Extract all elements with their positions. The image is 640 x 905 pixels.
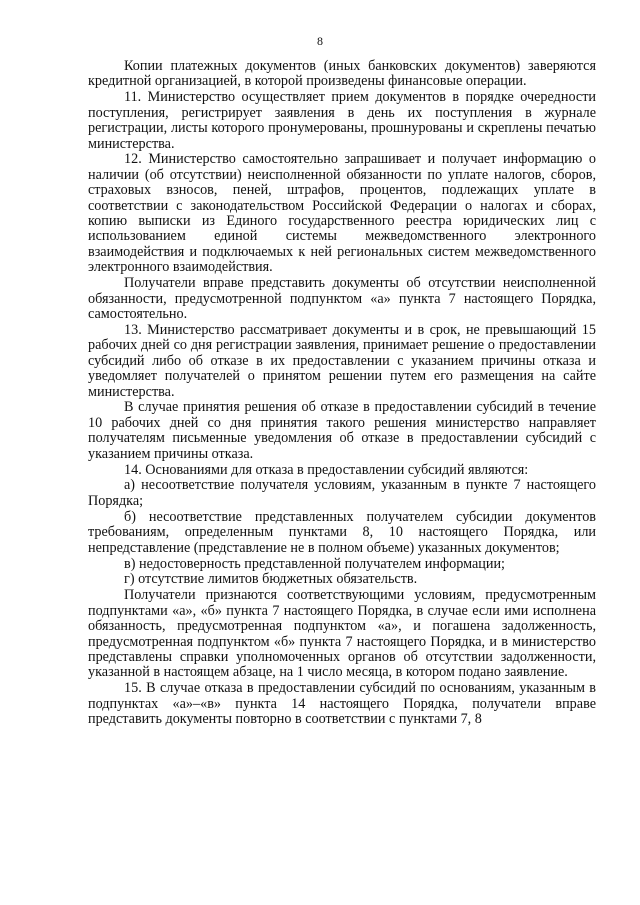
paragraph-item-14: 14. Основаниями для отказа в предоставлении субсидий являются: — [124, 461, 529, 478]
paragraph-subitem-g: г) отсутствие лимитов бюджетных обязательств. — [124, 571, 418, 588]
document-body — [88, 59, 596, 727]
page-number: 8 — [317, 34, 323, 48]
paragraph-subitem-a: а) несоответствие получателя условиям, указанным в пункте 7 настоящего Порядка; — [88, 477, 596, 509]
paragraph-payment-copies: Копии платежных документов (иных банковских документов) заверяются кредитной организацией, в которой произведены финансовые операции. — [88, 58, 596, 90]
paragraph-recipients-compliance: Получатели признаются соответствующими условиям, предусмотренным подпунктами «а», «б» пункта 7 настоящего Порядка, в случае если ими исполнена обязанность, предусмотренная подпунктом «а», и погашена задолженность, предусмотренная подпунктом «б» пункта 7 настоящего Порядка, и в министерство представлены справки уполномоченных органов об отсутствии задолженности, указанной в настоящем абзаце, на 1 число месяца, в котором подано заявление. — [88, 587, 596, 681]
paragraph-item-12: 12. Министерство самостоятельно запрашивает и получает информацию о наличии (об отсутствии) неисполненной обязанности по уплате налогов, сборов, страховых взносов, пеней, штрафов, процентов, подлежащих уплате в соответствии с законодательством Российской Федерации о налогах и сборах, копию выписки из Единого государственного реестра юридических лиц с использованием единой системы межведомственного электронного взаимодействия и подключаемых к ней региональных систем межведомственного электронного взаимодействия. — [88, 151, 596, 276]
paragraph-item-13: 13. Министерство рассматривает документы и в срок, не превышающий 15 рабочих дней со дня регистрации заявления, принимает решение о предоставлении субсидий либо об отказе в их предоставлении с указанием причины отказа и уведомляет получателей о принятом решении путем его размещения на сайте министерства. — [88, 321, 596, 400]
paragraph-recipients-right: Получатели вправе представить документы об отсутствии неисполненной обязанности, предусмотренной подпунктом «а» пункта 7 настоящего Порядка, самостоятельно. — [88, 275, 596, 322]
paragraph-item-15: 15. В случае отказа в предоставлении субсидий по основаниям, указанным в подпунктах «а»–«в» пункта 14 настоящего Порядка, получатели вправе представить документы повторно в соответствии с пунктами 7, 8 — [88, 680, 596, 728]
paragraph-subitem-v: в) недостоверность представленной получателем информации; — [124, 555, 505, 572]
paragraph-item-11: 11. Министерство осуществляет прием документов в порядке очередности поступления, регистрирует заявления в день их поступления в журнале регистрации, листы которого пронумерованы, прошнурованы и скреплены печатью министерства. — [88, 89, 596, 152]
paragraph-subitem-b: б) несоответствие представленных получателем субсидии документов требованиям, определенным пунктами 8, 10 настоящего Порядка, или непредставление (представление не в полном объеме) указанных документов; — [88, 508, 596, 556]
paragraph-refusal-notice: В случае принятия решения об отказе в предоставлении субсидий в течение 10 рабочих дней со дня принятия такого решения министерство направляет получателям письменные уведомления об отказе в предоставлении субсидий с указанием причины отказа. — [88, 399, 596, 462]
